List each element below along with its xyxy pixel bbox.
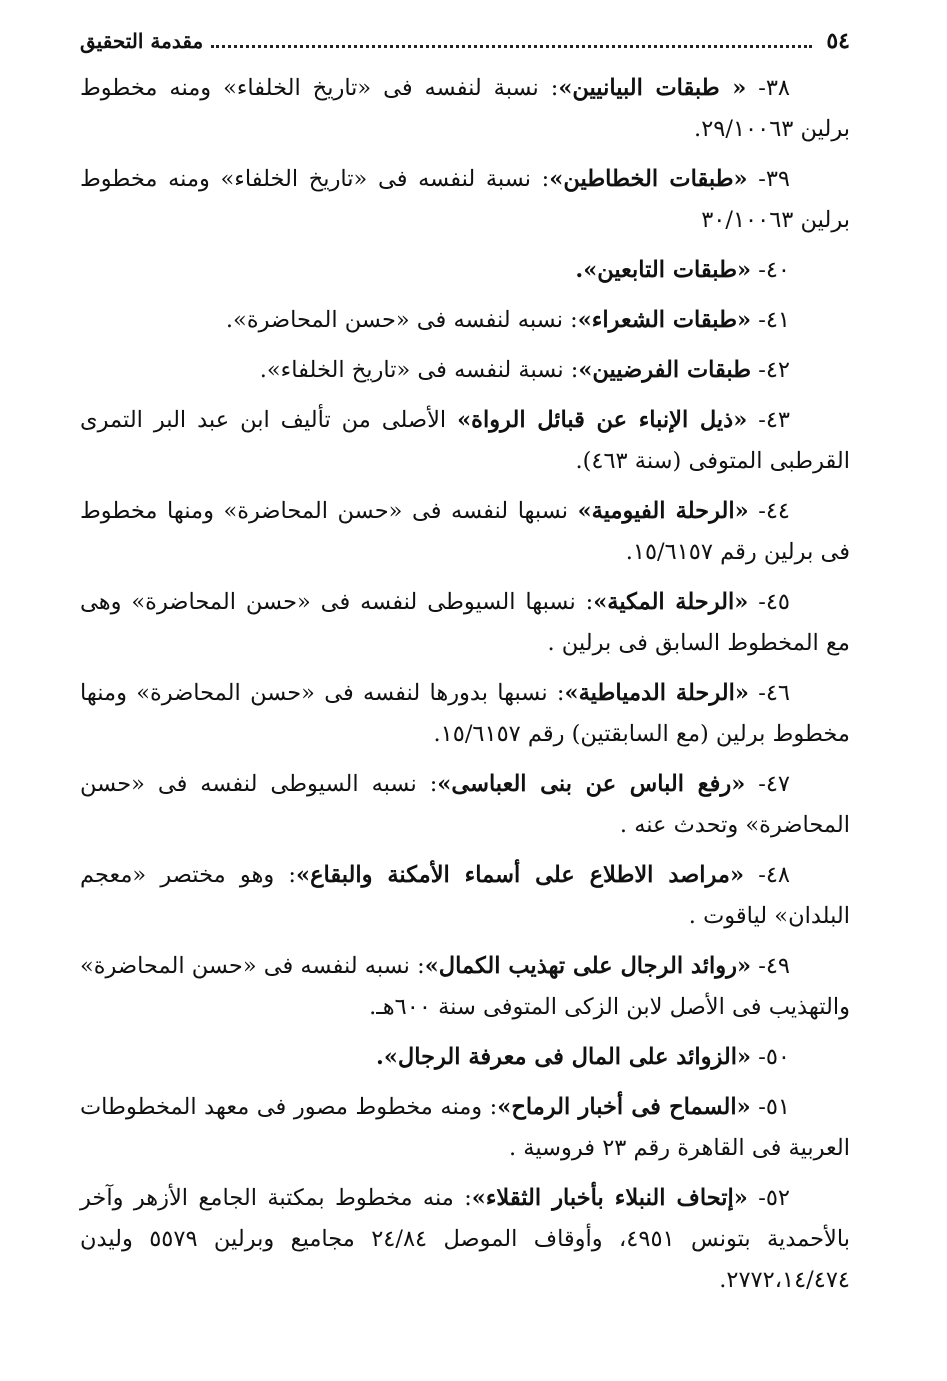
entry-number: ٤٣- [747,407,790,433]
list-item [80,1178,850,1301]
entry-title: «روائد الرجال على تهذيب الكمال» [424,953,752,979]
header-dotted-leader [211,31,812,48]
entry-title: « طبقات البيانيين» [558,75,747,101]
list-item [80,68,850,150]
entry-title: طبقات الفرضيين» [578,357,752,383]
entry-text: : ومنه مخطوط مصور فى معهد المخطوطات العربية فى القاهرة رقم ٢٣ فروسية . [80,1094,850,1161]
entry-title: «طبقات التابعين». [575,257,752,283]
entry-text: : نسبها بدورها لنفسه فى «حسن المحاضرة» ومنها مخطوط برلين (مع السابقتين) رقم ١٥/٦١٥٧. [80,680,850,747]
entry-number: ٥٠- [751,1044,790,1070]
list-item [80,855,850,937]
list-item [80,1087,850,1169]
entry-text: : نسبها السيوطى لنفسه فى «حسن المحاضرة» وهى مع المخطوط السابق فى برلين . [80,589,850,656]
entry-title: «الزوائد على المال فى معرفة الرجال». [376,1044,752,1070]
list-item [80,491,850,573]
entry-number: ٤٠- [751,257,790,283]
entry-title: «طبقات الشعراء» [577,307,752,333]
entry-text: : نسبة لنفسه فى «تاريخ الخلفاء» ومنه مخطوط برلين ٢٩/١٠٠٦٣. [80,75,850,142]
entry-number: ٣٨- [746,75,790,101]
entry-title: «إتحاف النبلاء بأخبار الثقلاء» [471,1185,748,1211]
entry-title: «الرحلة الفيومية» [577,498,749,524]
entry-list [80,68,850,1301]
running-header [80,28,850,62]
list-item [80,300,850,341]
list-item [80,946,850,1028]
list-item [80,159,850,241]
entry-number: ٣٩- [747,166,790,192]
document-page [80,28,850,1310]
entry-text: : نسبه السيوطى لنفسه فى «حسن المحاضرة» وتحدث عنه . [80,771,850,838]
entry-text: : نسبه لنفسه فى «حسن المحاضرة» والتهذيب فى الأصل لابن الزكى المتوفى سنة ٦٠٠هـ. [80,953,850,1020]
entry-text: : نسبة لنفسه فى «تاريخ الخلفاء». [259,357,579,383]
entry-text: نسبها لنفسه فى «حسن المحاضرة» ومنها مخطوط فى برلين رقم ١٥/٦١٥٧. [80,498,850,565]
entry-title: «السماح فى أخبار الرماح» [497,1094,751,1120]
entry-text: : وهو مختصر «معجم البلدان» لياقوت . [80,862,850,929]
entry-number: ٥٢- [747,1185,790,1211]
entry-title: «ذيل الإنباء عن قبائل الرواة» [457,407,748,433]
entry-number: ٤١- [751,307,790,333]
entry-title: «الرحلة المكية» [593,589,749,615]
entry-text: : نسبه لنفسه فى «حسن المحاضرة». [225,307,578,333]
entry-number: ٤٩- [751,953,790,979]
entry-number: ٥١- [750,1094,790,1120]
list-item [80,350,850,391]
entry-text: الأصلى من تأليف ابن عبد البر التمرى القرطبى المتوفى (سنة ٤٦٣). [80,407,850,474]
list-item [80,673,850,755]
entry-number: ٤٤- [748,498,790,524]
entry-title: «مراصد الاطلاع على أسماء الأمكنة والبقاع» [296,862,745,888]
list-item [80,764,850,846]
entry-text: : نسبة لنفسه فى «تاريخ الخلفاء» ومنه مخطوط برلين ٣٠/١٠٠٦٣ [80,166,850,233]
entry-number: ٤٧- [745,771,790,797]
list-item [80,1037,850,1078]
entry-title: «رفع الباس عن بنى العباسى» [437,771,746,797]
entry-title: «طبقات الخطاطين» [549,166,748,192]
entry-number: ٤٦- [748,680,790,706]
entry-text: : منه مخطوط بمكتبة الجامع الأزهر وآخر بالأحمدية بتونس ٤٩٥١، وأوقاف الموصل ٢٤/٨٤ مجاميع وبرلين ٥٥٧٩ وليدن ٢٧٧٢،١٤/٤٧٤. [80,1185,850,1293]
list-item [80,400,850,482]
entry-number: ٤٥- [748,589,790,615]
list-item [80,250,850,291]
list-item [80,582,850,664]
entry-number: ٤٨- [744,862,790,888]
entry-number: ٤٢- [751,357,790,383]
entry-title: «الرحلة الدمياطية» [564,680,749,706]
page-number: ٥٤ [826,28,850,54]
section-title: مقدمة التحقيق [80,29,204,53]
